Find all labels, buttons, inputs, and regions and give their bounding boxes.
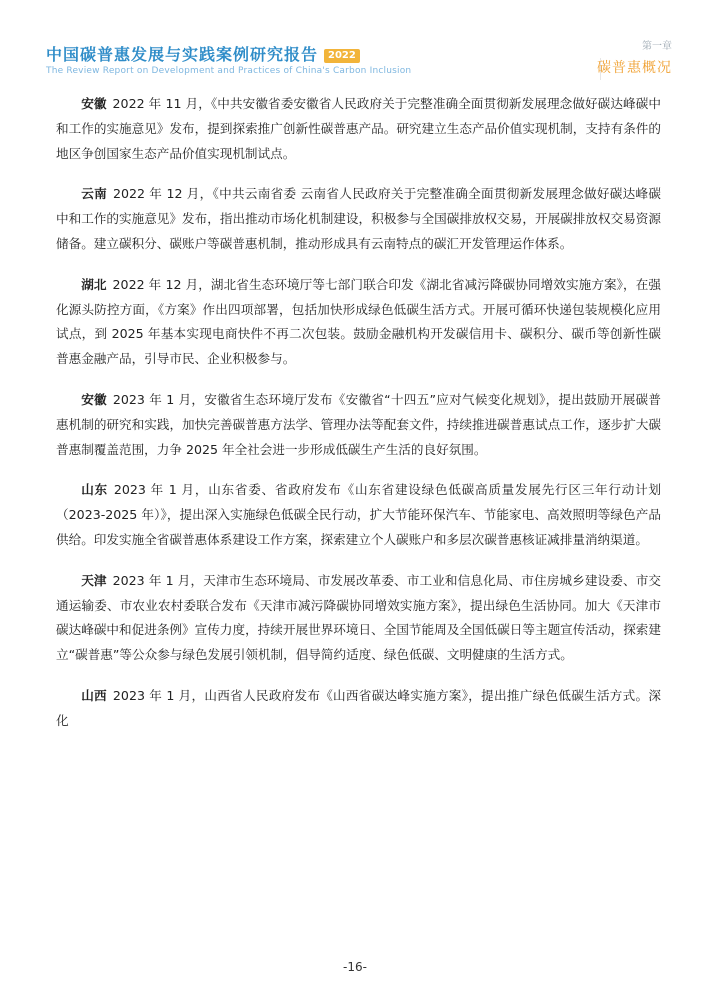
paragraph bbox=[56, 569, 661, 668]
province-label: 山东 bbox=[81, 482, 108, 498]
province-label: 云南 bbox=[81, 186, 107, 202]
paragraph bbox=[56, 478, 661, 552]
paragraph bbox=[56, 388, 661, 462]
paragraph bbox=[56, 92, 661, 166]
page-number: -16- bbox=[343, 960, 367, 974]
province-label: 天津 bbox=[81, 572, 107, 588]
paragraph bbox=[56, 684, 661, 734]
province-label: 安徽 bbox=[81, 96, 107, 111]
paragraph-text: 2022 年 11 月，《中共安徽省委安徽省人民政府关于完整准确全面贯彻新发展理念做好碳达峰碳中和工作的实施意见》发布，提到探索推广创新性碳普惠产品。研究建立生态产品价值实现机制，支持有条件的地区争创国家生态产品价值实现机制试点。 bbox=[56, 96, 661, 161]
paragraph bbox=[56, 273, 661, 372]
section-title: 碳普惠概况 bbox=[597, 60, 672, 76]
paragraph-text: 2023 年 1 月，天津市生态环境局、市发展改革委、市工业和信息化局、市住房城乡建设委、市交通运输委、市农业农村委联合发布《天津市减污降碳协同增效实施方案》，提出绿色生活协同。加大《天津市碳达峰碳中和促进条例》宣传力度，持续开展世界环境日、全国节能周及全国低碳日等主题宣传活动，探索建立“碳普惠”等公众参与绿色发展引领机制，倡导简约适度、绿色低碳、文明健康的生活方式。 bbox=[56, 572, 662, 663]
report-title: 中国碳普惠发展与实践案例研究报告 2022 bbox=[46, 42, 360, 65]
province-label: 安徽 bbox=[81, 391, 107, 407]
province-label: 湖北 bbox=[81, 276, 107, 292]
body-content bbox=[56, 92, 661, 750]
province-label: 山西 bbox=[81, 687, 107, 703]
page-header bbox=[0, 0, 710, 86]
report-subtitle: The Review Report on Development and Practices of China's Carbon Inclusion bbox=[46, 66, 412, 76]
paragraph-text: 2023 年 1 月，山西省人民政府发布《山西省碳达峰实施方案》，提出推广绿色低碳生活方式。深化 bbox=[56, 687, 661, 728]
chapter-block bbox=[597, 40, 672, 78]
paragraph-text: 2022 年 12 月，湖北省生态环境厅等七部门联合印发《湖北省减污降碳协同增效实施方案》，在强化源头防控方面，《方案》作出四项部署，包括加快形成绿色低碳生活方式。开展可循环快递包装规模化应用试点，到 2025 年基本实现电商快件不再二次包装。鼓励金融机构开发碳信用卡、碳积分、碳币等创新性碳普惠金融产品，引导市民、企业积极参与。 bbox=[56, 276, 661, 367]
paragraph-text: 2023 年 1 月，安徽省生态环境厅发布《安徽省“十四五”应对气候变化规划》，提出鼓励开展碳普惠机制的研究和实践，加快完善碳普惠方法学、管理办法等配套文件，持续推进碳普惠试点工作，逐步扩大碳普惠制覆盖范围，力争 2025 年全社会进一步形成低碳生产生活的良好氛围。 bbox=[56, 391, 661, 457]
paragraph bbox=[56, 182, 661, 256]
year-badge: 2022 bbox=[324, 49, 360, 63]
chapter-label: 第一章 bbox=[642, 41, 672, 52]
paragraph-text: 2023 年 1 月，山东省委、省政府发布《山东省建设绿色低碳高质量发展先行区三年行动计划（2023-2025 年）》，提出深入实施绿色低碳全民行动，扩大节能环保汽车、节能家电、高效照明等绿色产品供给。印发实施全省碳普惠体系建设工作方案，探索建立个人碳账户和多层次碳普惠核证减排量消纳渠道。 bbox=[56, 482, 662, 547]
paragraph-text: 2022 年 12 月，《中共云南省委 云南省人民政府关于完整准确全面贯彻新发展理念做好碳达峰碳中和工作的实施意见》发布，指出推动市场化机制建设，积极参与全国碳排放权交易，开展碳排放权交易资源储备。建立碳积分、碳账户等碳普惠机制，推动形成具有云南特点的碳汇开发管理运作体系。 bbox=[56, 186, 661, 251]
